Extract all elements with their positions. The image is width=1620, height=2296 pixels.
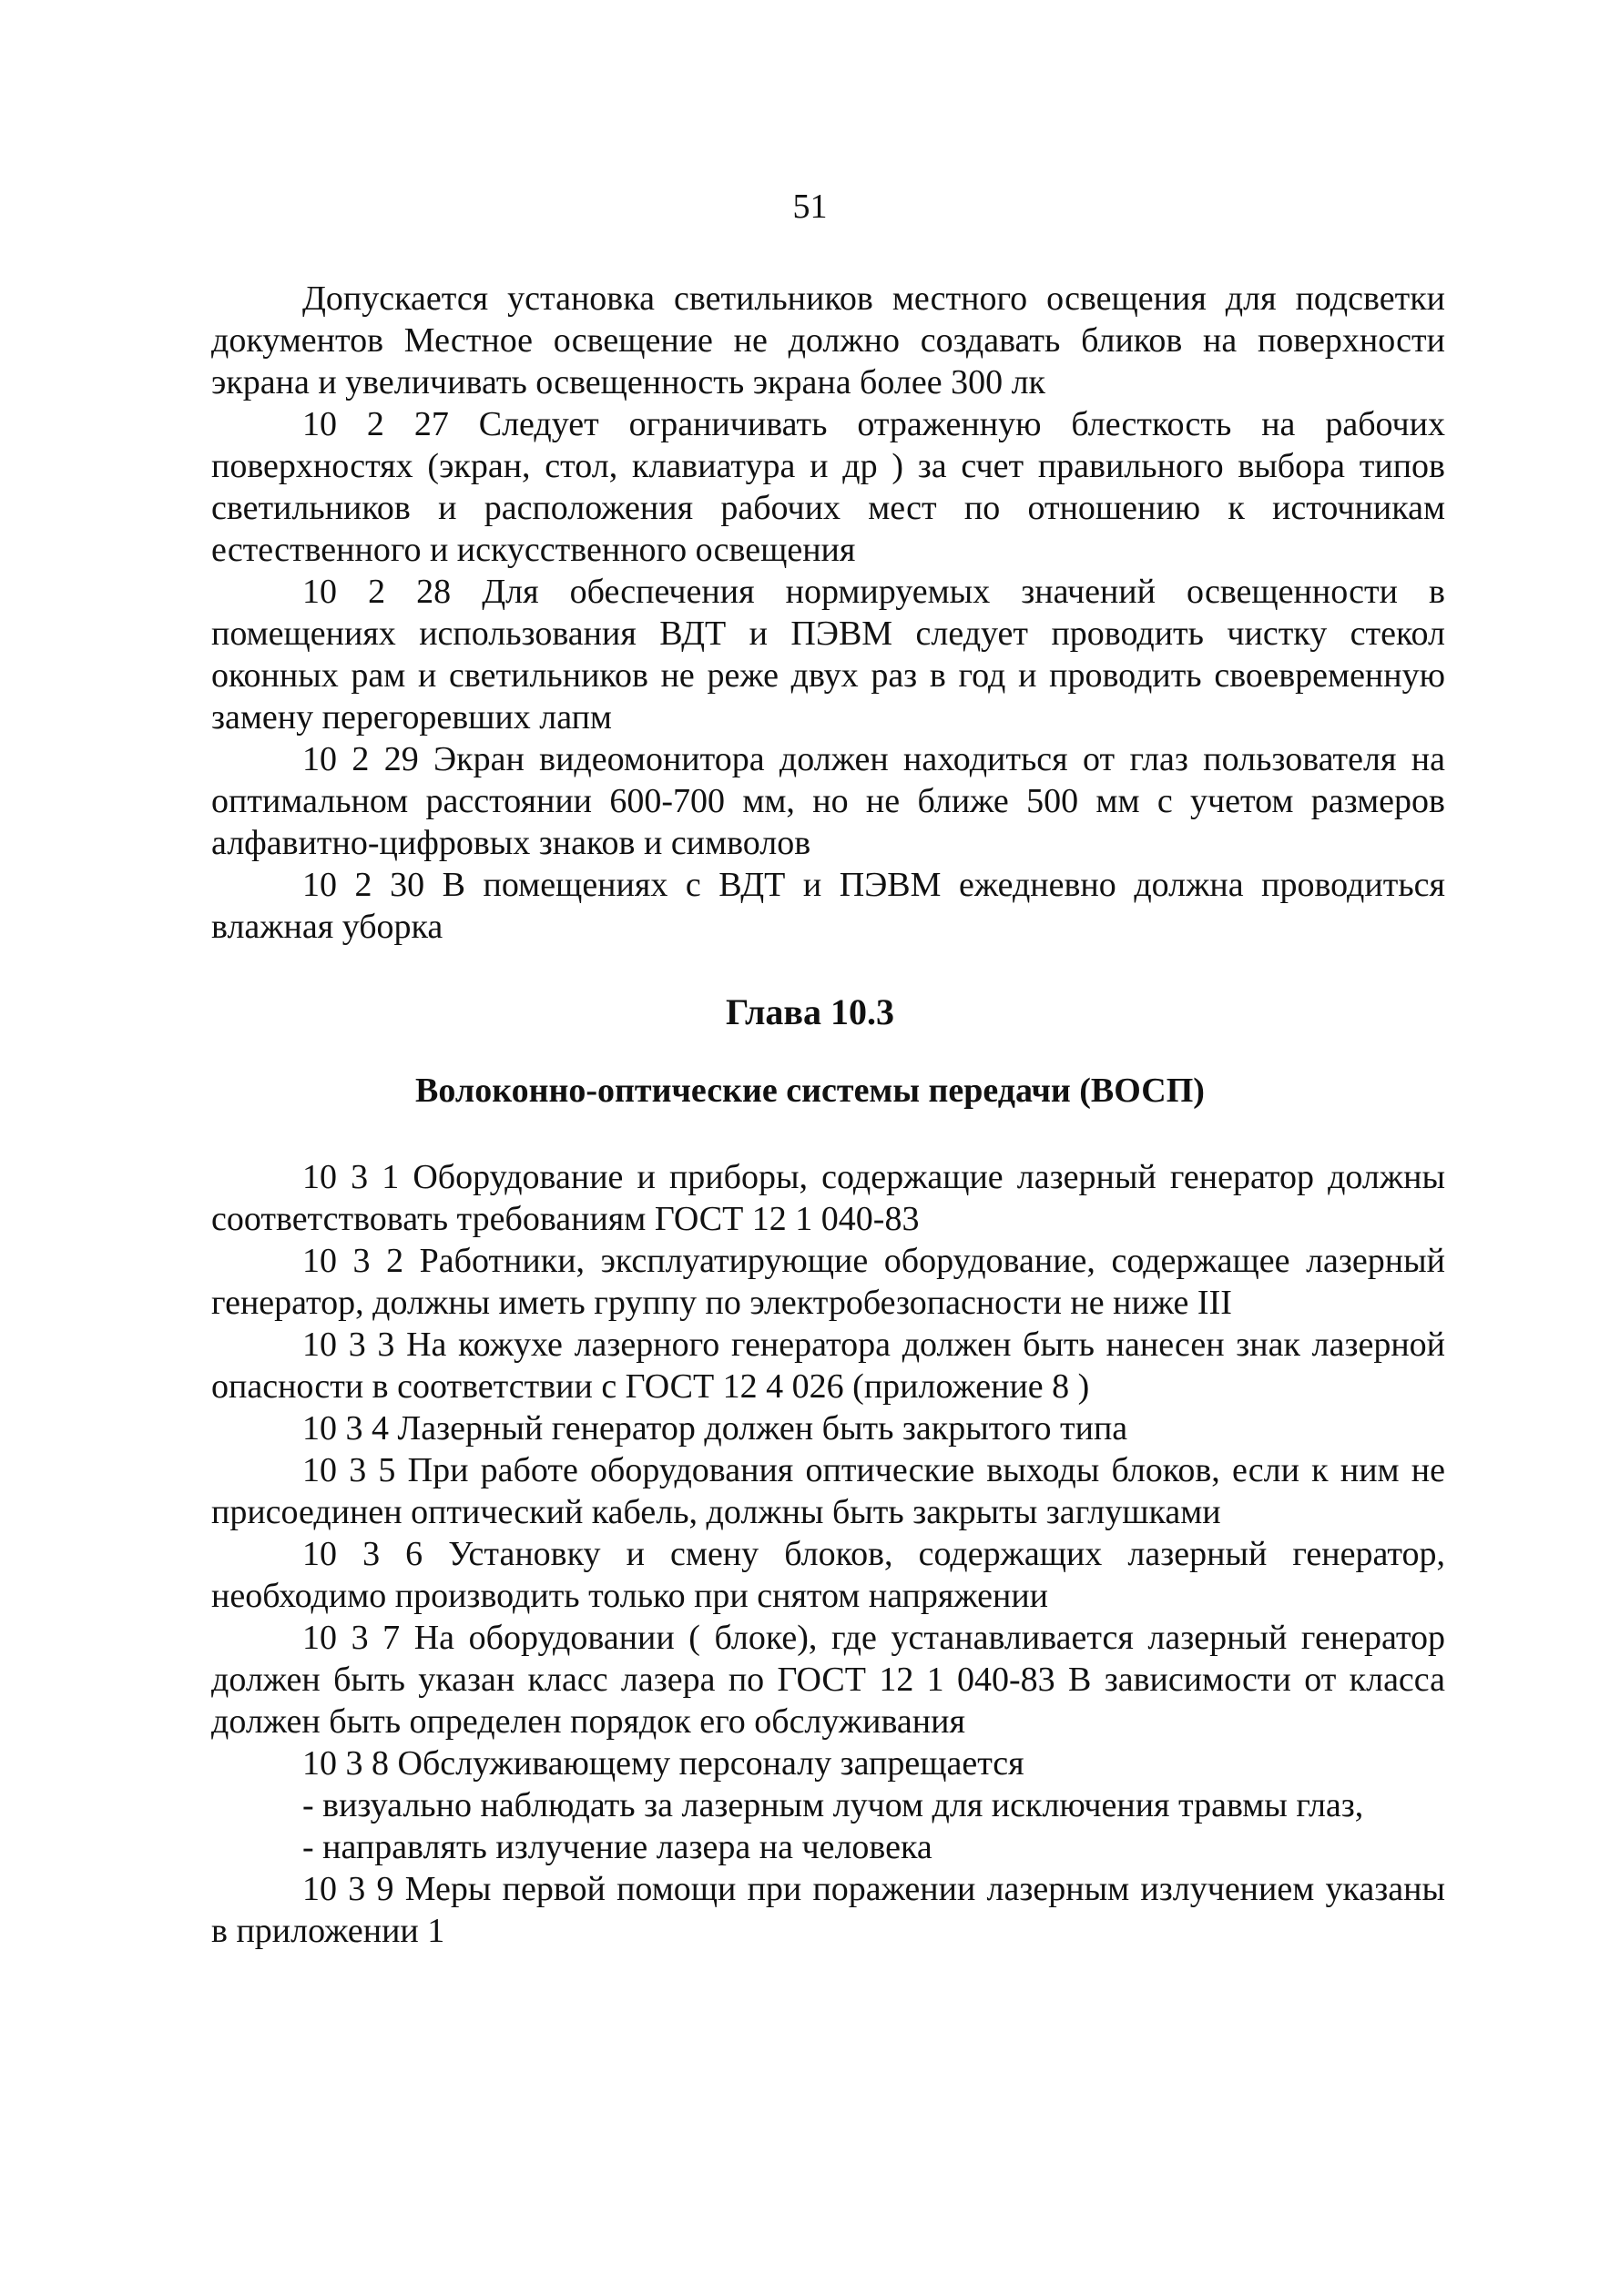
paragraph: 10 2 29 Экран видеомонитора должен находиться от глаз пользователя на оптимальном расстоянии 600-700 мм, но не ближе 500 мм с учетом размеров алфавитно-цифровых знаков и символов <box>211 740 1445 862</box>
paragraph: 10 2 27 Следует ограничивать отраженную блесткость на рабочих поверхностях (экран, стол, клавиатура и др ) за счет правильного выбора типов светильников и расположения рабочих мест по отношению к источникам естественного и искусственного освещения <box>211 405 1445 569</box>
paragraph: 10 3 4 Лазерный генератор должен быть закрытого типа <box>302 1409 1128 1448</box>
paragraph: 10 3 6 Установку и смену блоков, содержащих лазерный генератор, необходимо производить только при снятом напряжении <box>211 1535 1445 1615</box>
list-item: - визуально наблюдать за лазерным лучом для исключения травмы глаз, <box>302 1786 1364 1824</box>
paragraph: 10 2 28 Для обеспечения нормируемых значений освещенности в помещениях использования ВДТ и ПЭВМ следует проводить чистку стекол оконных рам и светильников не реже двух раз в год и проводить своевременную замену перегоревших лапм <box>211 573 1445 737</box>
list-item: - направлять излучение лазера на человека <box>302 1828 932 1866</box>
paragraph: 10 2 30 В помещениях с ВДТ и ПЭВМ ежедневно должна проводиться влажная уборка <box>211 866 1445 946</box>
paragraph: 10 3 8 Обслуживающему персоналу запрещается <box>302 1744 1024 1783</box>
paragraph: 10 3 9 Меры первой помощи при поражении лазерным излучением указаны в приложении 1 <box>211 1870 1445 1950</box>
paragraph: Допускается установка светильников местного освещения для подсветки документов Местное освещение не должно создавать бликов на поверхности экрана и увеличивать освещенность экрана более 300 лк <box>211 279 1445 401</box>
paragraph: 10 3 7 На оборудовании ( блоке), где устанавливается лазерный генератор должен быть указан класс лазера по ГОСТ 12 1 040-83 В зависимости от класса должен быть определен порядок его обслуживания <box>211 1619 1445 1741</box>
paragraph: 10 3 3 На кожухе лазерного генератора должен быть нанесен знак лазерной опасности в соответствии с ГОСТ 12 4 026 (приложение 8 ) <box>211 1326 1445 1406</box>
paragraph: 10 3 2 Работники, эксплуатирующие оборудование, содержащее лазерный генератор, должны иметь группу по электробезопасности не ниже III <box>211 1242 1445 1322</box>
paragraph: 10 3 1 Оборудование и приборы, содержащие лазерный генератор должны соответствовать требованиям ГОСТ 12 1 040-83 <box>211 1158 1445 1238</box>
paragraph: 10 3 5 При работе оборудования оптические выходы блоков, если к ним не присоединен оптический кабель, должны быть закрыты заглушками <box>211 1451 1445 1531</box>
chapter-subtitle: Волоконно-оптические системы передачи (ВОСП) <box>415 1072 1205 1110</box>
chapter-title: Глава 10.3 <box>726 991 894 1032</box>
section-vosp <box>211 1156 1445 1952</box>
page-number: 51 <box>792 188 828 226</box>
section-lighting <box>211 278 1445 948</box>
